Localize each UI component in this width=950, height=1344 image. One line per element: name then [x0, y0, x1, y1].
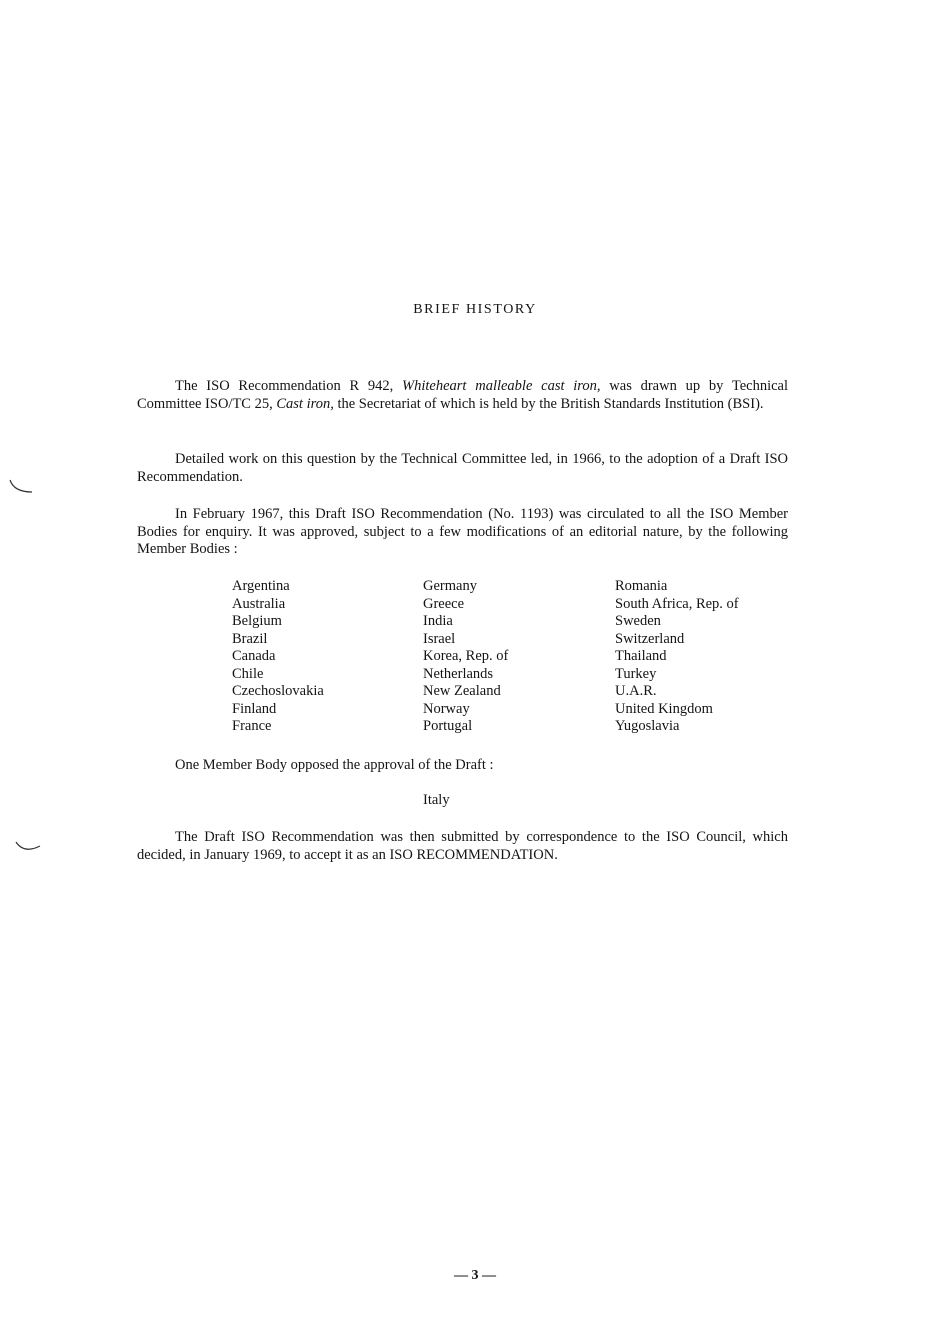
- member-body: Korea, Rep. of: [423, 648, 509, 664]
- page-number: — 3 —: [454, 1268, 496, 1283]
- committee-title: Cast iron,: [276, 395, 334, 412]
- recommendation-title: Whiteheart malleable cast iron,: [402, 378, 601, 394]
- member-body: Romania: [615, 578, 668, 594]
- paragraph-opposition: One Member Body opposed the approval of the Draft :: [175, 757, 494, 773]
- member-body: South Africa, Rep. of: [615, 595, 739, 612]
- member-body: Argentina: [232, 578, 290, 594]
- punch-hole-mark-top-icon: [8, 478, 38, 498]
- member-body: Thailand: [615, 648, 667, 664]
- page-title: BRIEF HISTORY: [413, 302, 537, 317]
- member-body: Canada: [232, 648, 276, 664]
- member-body: Sweden: [615, 613, 661, 629]
- member-body: Czechoslovakia: [232, 683, 324, 699]
- member-body: U.A.R.: [615, 683, 657, 699]
- member-body: Belgium: [232, 613, 282, 629]
- member-body: Finland: [232, 700, 277, 717]
- member-body: Turkey: [615, 665, 657, 682]
- member-body: New Zealand: [423, 683, 501, 699]
- member-body: Portugal: [423, 718, 473, 734]
- paragraph-detailed-work: Detailed work on this question by the Technical Committee led, in 1966, to the adoption of a Draft ISO Recommendation.: [137, 451, 788, 485]
- paragraph-council-decision: The Draft ISO Recommendation was then submitted by correspondence to the ISO Council, which decided, in January 1969, to accept it as an ISO RECOMMENDATION.: [137, 829, 788, 863]
- paragraph-intro: [137, 378, 788, 413]
- opposed-member-body: Italy: [423, 792, 450, 808]
- member-body: Switzerland: [615, 630, 685, 647]
- member-body: Greece: [423, 595, 465, 612]
- member-body: Chile: [232, 665, 264, 682]
- paragraph-intro-text-2: was drawn up by Technical Committee ISO/TC 25,: [137, 378, 788, 412]
- member-body: Norway: [423, 700, 470, 717]
- paragraph-intro-text-3: the Secretariat of which is held by the British Standards Institution (BSI).: [333, 395, 764, 412]
- member-body: United Kingdom: [615, 700, 713, 717]
- member-body: Yugoslavia: [615, 718, 680, 734]
- punch-hole-mark-bottom-icon: [14, 840, 44, 860]
- member-body: France: [232, 718, 272, 734]
- member-bodies-column-3: [615, 578, 739, 736]
- paragraph-circulation: In February 1967, this Draft ISO Recommendation (No. 1193) was circulated to all the ISO Member Bodies for enquiry. It was approved, subject to a few modifications of an editorial nature, by the following Member Bodies :: [137, 506, 788, 557]
- paragraph-intro-text-1: The ISO Recommendation R 942,: [175, 378, 403, 394]
- member-body: Australia: [232, 595, 286, 612]
- member-bodies-column-1: [232, 578, 324, 736]
- member-body: India: [423, 613, 453, 629]
- member-bodies-column-2: [423, 578, 508, 736]
- member-body: Israel: [423, 630, 456, 647]
- member-body: Brazil: [232, 630, 268, 647]
- member-body: Germany: [423, 578, 477, 594]
- member-body: Netherlands: [423, 665, 494, 682]
